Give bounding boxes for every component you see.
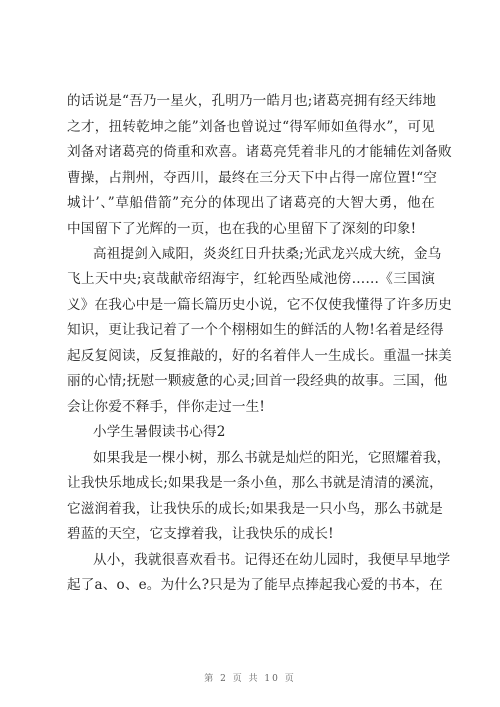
body-text-line: 碧蓝的天空，它支撑着我，让我快乐的成长!: [67, 526, 334, 542]
body-text-line: 知识，更让我记着了一个个栩栩如生的鲜活的人物!名着是经得: [67, 322, 444, 338]
paragraph-first-line: 高祖提剑入咸阳，炎炎红日升扶桑;光武龙兴成大统，金乌: [93, 246, 442, 262]
section-heading: 小学生暑假读书心得2: [93, 424, 226, 440]
body-text-line: 会让你爱不释手，伴你走过一生!: [67, 399, 266, 415]
body-text-line: 飞上天中央;哀哉献帝绍海宇，红轮西坠咸池傍……《三国演: [67, 271, 435, 287]
body-text-line: 它滋润着我，让我快乐的成长;如果我是一只小鸟，那么书就是: [67, 501, 443, 517]
body-text-line: 起了a、o、e。为什么?只是为了能早点捧起我心爱的书本，在: [67, 577, 443, 593]
body-text-line: 的话说是“吾乃一星火，孔明乃一皓月也;诸葛亮拥有经天纬地: [67, 93, 437, 109]
body-text-line: 之才，扭转乾坤之能”刘备也曾说过“得军师如鱼得水”，可见: [67, 119, 435, 135]
body-text-line: 城计’、”草船借箭”充分的体现出了诸葛亮的大智大勇，他在: [67, 195, 435, 211]
body-text-line: 让我快乐地成长;如果我是一条小鱼，那么书就是清清的溪流，: [67, 475, 443, 491]
paragraph-first-line: 如果我是一棵小树，那么书就是灿烂的阳光，它照耀着我，: [93, 450, 451, 466]
body-text-line: 起反复阅读，反复推敲的，好的名着伴人一生成长。重温一抹美: [67, 348, 452, 364]
body-text-line: 丽的心情;抚慰一颗疲惫的心灵;回首一段经典的故事。三国，他: [67, 373, 448, 389]
paragraph-first-line: 从小，我就很喜欢看书。记得还在幼儿园时，我便早早地学: [93, 552, 451, 568]
body-text-line: 曹操，占荆州，夺西川，最终在三分天下中占得一席位置!“空: [67, 170, 438, 186]
body-text-line: 义》在我心中是一篇长篇历史小说，它不仅使我懂得了许多历史: [67, 297, 452, 313]
body-text-line: 刘备对诸葛亮的倚重和欢喜。诸葛亮凭着非凡的才能辅佐刘备败: [67, 144, 452, 160]
body-text-line: 中国留下了光辉的一页，也在我的心里留下了深刻的印象!: [67, 221, 417, 237]
page-number-footer: 第 2 页 共 10 页: [204, 674, 296, 684]
